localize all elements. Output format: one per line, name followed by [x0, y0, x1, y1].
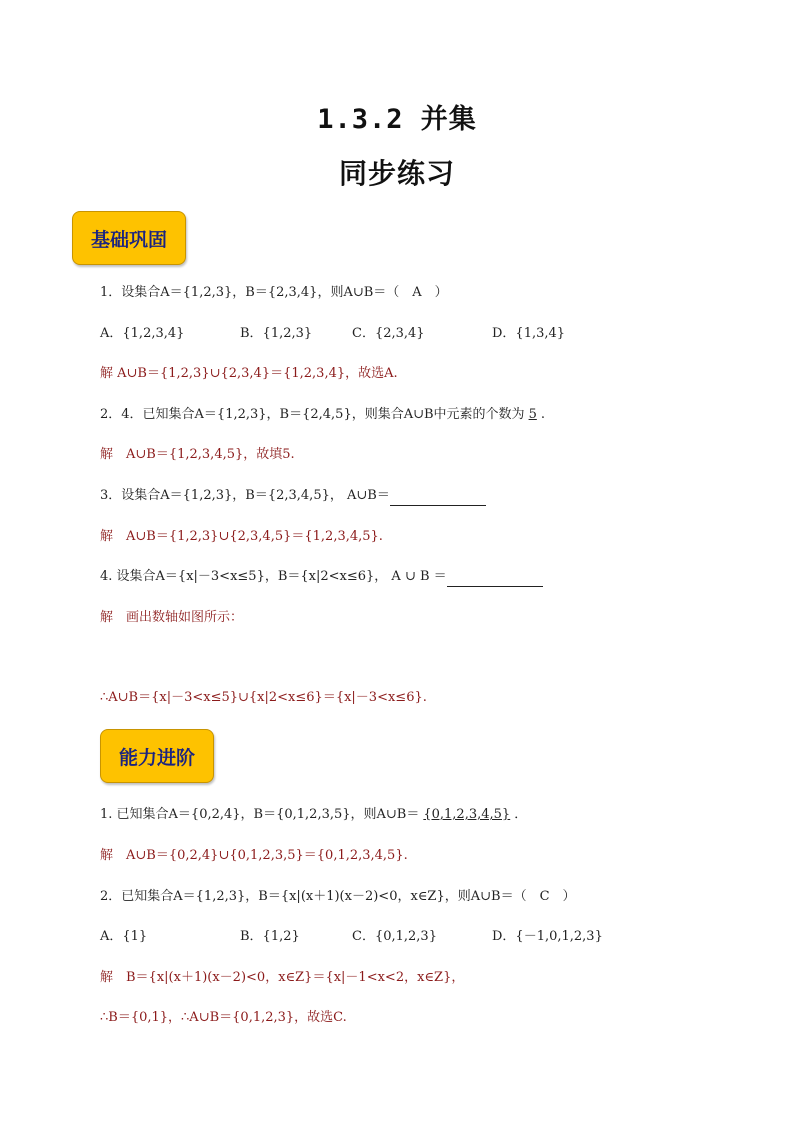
basic-q2-solution: 解 A∪B＝{1,2,3,4,5}，故填5.: [100, 447, 295, 462]
basic-question-3: [100, 487, 486, 506]
basic-question-4: [100, 568, 543, 587]
section-badge-advanced: 能力进阶: [100, 729, 214, 783]
basic-q4-conclusion: ∴A∪B＝{x|－3<x≤5}∪{x|2<x≤6}＝{x|－3<x≤6}.: [100, 690, 427, 705]
advanced-q2-conclusion: ∴B＝{0,1}，∴A∪B＝{0,1,2,3}，故选C.: [100, 1010, 347, 1025]
advanced-q1-solution: 解 A∪B＝{0,2,4}∪{0,1,2,3,5}＝{0,1,2,3,4,5}.: [100, 848, 408, 863]
advanced-q2-option-b: B．{1,2}: [240, 929, 300, 944]
advanced-q1-text: 1. 已知集合A＝{0,2,4}，B＝{0,1,2,3,5}，则A∪B＝: [100, 807, 420, 822]
basic-q3-blank: [390, 487, 486, 506]
basic-q3-text: 3．设集合A＝{1,2,3}，B＝{2,3,4,5}， A∪B＝: [100, 488, 390, 503]
basic-q3-solution: 解 A∪B＝{1,2,3}∪{2,3,4,5}＝{1,2,3,4,5}.: [100, 529, 383, 544]
advanced-q2-option-d: D．{－1,0,1,2,3}: [492, 929, 603, 944]
section-badge-basic: 基础巩固: [72, 211, 186, 265]
basic-question-2: [100, 406, 545, 424]
basic-q2-text: 2．4．已知集合A＝{1,2,3}，B＝{2,4,5}，则集合A∪B中元素的个数为: [100, 407, 525, 422]
basic-q4-text: 4. 设集合A＝{x|－3<x≤5}，B＝{x|2<x≤6}， A ∪ B ＝: [100, 569, 447, 584]
advanced-question-1: [100, 806, 527, 824]
basic-question-1: 1．设集合A＝{1,2,3}，B＝{2,3,4}，则A∪B＝（ A ）: [100, 285, 448, 300]
advanced-question-2: 2．已知集合A＝{1,2,3}，B＝{x|(x＋1)(x－2)<0，x∈Z}，则A∪B＝（ C ）: [100, 889, 576, 904]
basic-q2-answer: 5: [528, 407, 537, 422]
advanced-q2-option-c: C．{0,1,2,3}: [352, 929, 437, 944]
page-title: 1.3.2 并集: [317, 104, 477, 135]
basic-q4-solution: 解 画出数轴如图所示：: [100, 610, 244, 625]
basic-q1-option-c: C．{2,3,4}: [352, 326, 425, 341]
page-subtitle: 同步练习: [338, 157, 455, 190]
basic-q4-blank: [447, 568, 543, 587]
advanced-q1-suffix: ．: [514, 807, 528, 822]
advanced-q1-answer: {0,1,2,3,4,5}: [423, 807, 511, 822]
basic-q2-suffix: .: [540, 407, 545, 422]
basic-q1-option-b: B．{1,2,3}: [240, 326, 313, 341]
basic-q1-option-a: A．{1,2,3,4}: [100, 326, 185, 341]
advanced-q2-option-a: A．{1}: [100, 929, 148, 944]
advanced-q2-solution: 解 B＝{x|(x＋1)(x－2)<0，x∈Z}＝{x|－1<x<2，x∈Z}，: [100, 970, 465, 985]
basic-q1-option-d: D．{1,3,4}: [492, 326, 566, 341]
basic-q1-solution: 解 A∪B＝{1,2,3}∪{2,3,4}＝{1,2,3,4}，故选A.: [100, 366, 398, 381]
